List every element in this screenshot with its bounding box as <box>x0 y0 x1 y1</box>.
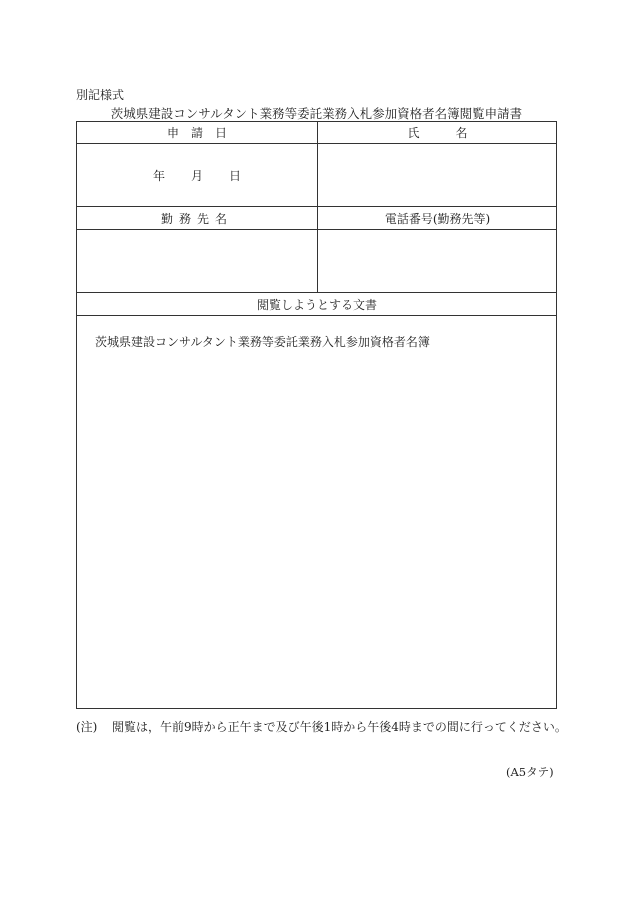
phone-header-label: 電話番号(勤務先等) <box>384 211 491 226</box>
name-header <box>318 122 557 143</box>
date-month-label: 月 <box>190 168 203 183</box>
application-date-field[interactable] <box>77 144 317 206</box>
workplace-field[interactable] <box>77 230 317 292</box>
table-divider <box>77 315 556 316</box>
note-mark: (注) <box>76 720 98 734</box>
application-date-header-label: 申 請 日 <box>166 126 227 140</box>
form-title: 茨城県建設コンサルタント業務等委託業務入札参加資格者名簿閲覧申請書 <box>110 106 523 121</box>
form-label: 別記様式 <box>76 88 125 102</box>
phone-field[interactable] <box>318 230 557 292</box>
name-header-label: 氏 名 <box>407 126 468 140</box>
application-date-header <box>77 122 317 143</box>
document-header-label: 閲覧しようとする文書 <box>256 297 377 312</box>
paper-size-note: (A5タテ) <box>506 765 554 779</box>
document-header <box>77 293 557 315</box>
name-field[interactable] <box>318 144 557 206</box>
application-table <box>76 121 557 709</box>
document-name: 茨城県建設コンサルタント業務等委託業務入札参加資格者名簿 <box>95 335 430 349</box>
phone-header <box>318 207 557 229</box>
workplace-header <box>77 207 317 229</box>
date-day-label: 日 <box>229 168 242 183</box>
workplace-header-label: 勤務先名 <box>160 211 233 226</box>
footer-note <box>76 718 567 735</box>
note-text: 閲覧は，午前9時から正午まで及び午後1時から午後4時までの間に行ってください。 <box>112 720 567 734</box>
date-year-label: 年 <box>152 168 165 183</box>
